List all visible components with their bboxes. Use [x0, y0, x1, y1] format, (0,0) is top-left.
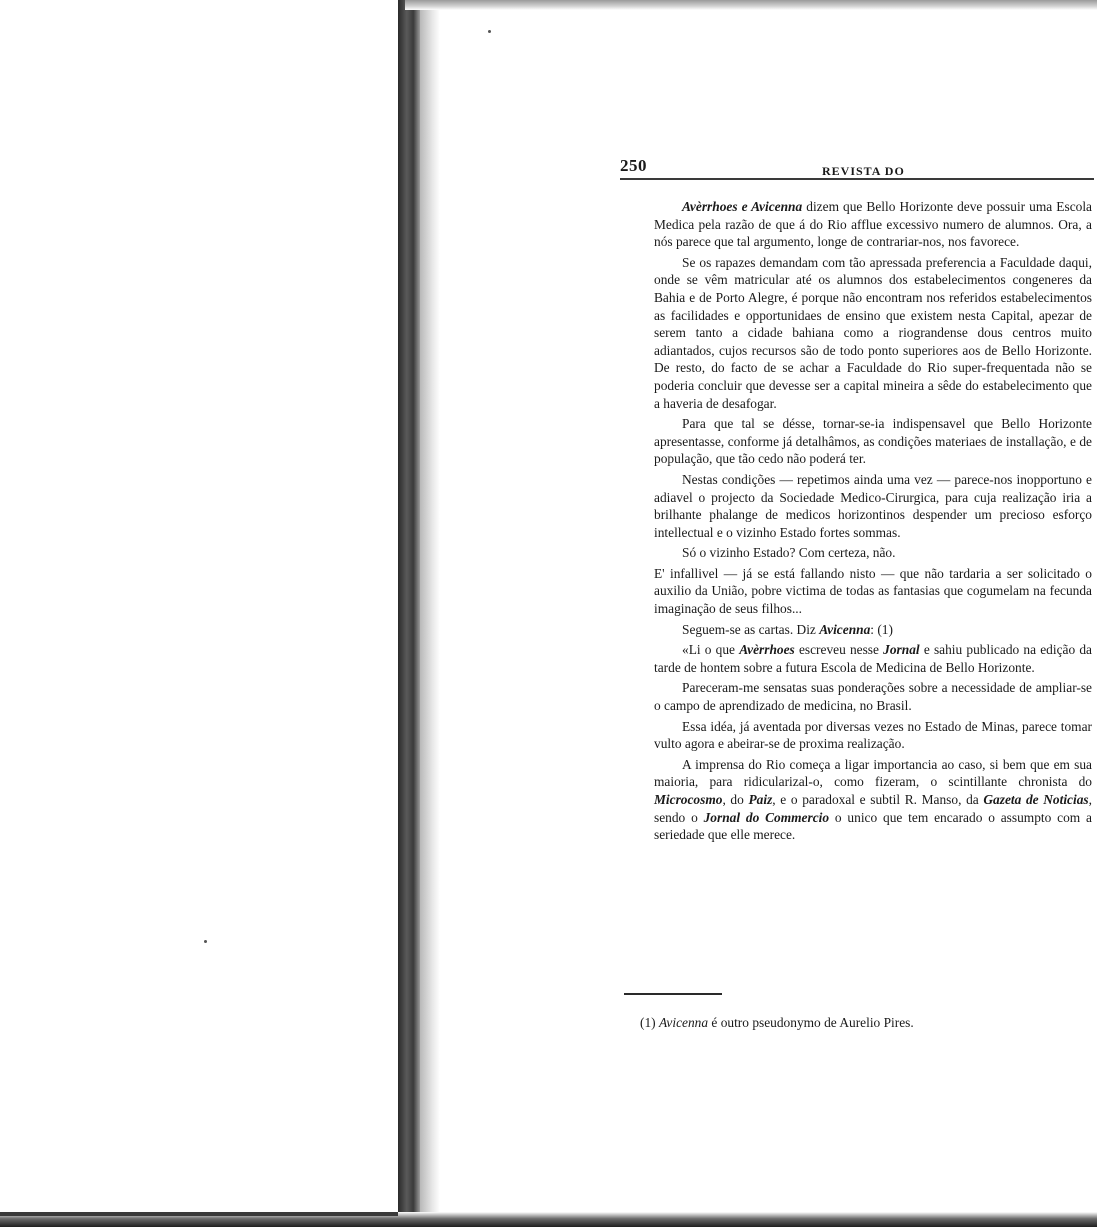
- text-run: , e o paradoxal e subtil R. Manso, da: [772, 792, 984, 807]
- text-run: Essa idéa, já aventada por diversas vezes no Estado de Minas, parece tomar vulto agora e abeirar-se de proxima realização.: [654, 718, 1092, 752]
- footnote-marker: (1): [640, 1015, 656, 1030]
- text-run: Se os rapazes demandam com tão apressada preferencia a Faculdade daqui, onde se vêm matricular até os alumnos dos estabelecimentos congeneres da Bahia e de Porto Alegre, é porque não encontram nos referidos estabelecimentos as facilidades e opportunidaes de ensino que existem nesta Capital, apezar de serem tanto a cidade bahiana como a riograndense dous centros muito adiantados, cujos recursos são de todo ponto superiores aos de Bello Horizonte. De resto, do facto de se achar a Faculdade do Rio super-frequentada não se poderia concluir que devesse ser a capital mineira a sêde do estabelecimento que a haveria de desafogar.: [654, 254, 1092, 411]
- text-run: Seguem-se as cartas. Diz: [682, 621, 820, 637]
- italic-term: e: [737, 199, 752, 214]
- italic-term: Avèrrhoes: [739, 642, 795, 658]
- top-edge-shadow: [405, 0, 1097, 10]
- paragraph: [654, 544, 1092, 562]
- left-page-edge: [0, 1212, 398, 1216]
- scan-speck: [204, 940, 207, 943]
- body-text: [654, 198, 1092, 844]
- text-run: : (1): [870, 621, 893, 637]
- paragraph: [654, 679, 1092, 714]
- text-run: , do: [722, 792, 749, 807]
- text-run: o unico que tem encarado o assumpto com a seriedade que elle merece.: [654, 809, 1092, 843]
- italic-term: Paiz: [748, 792, 773, 807]
- footnote-rule: [624, 993, 722, 995]
- italic-term: Microcosmo: [654, 792, 723, 807]
- running-head: REVISTA DO: [822, 164, 905, 178]
- paragraph: [654, 254, 1092, 412]
- paragraph: [654, 718, 1092, 753]
- paragraph: [654, 471, 1092, 541]
- footnote: [640, 1014, 1080, 1031]
- text-run: Nestas condições — repetimos ainda uma vez — parece-nos inopportuno e adiavel o projecto da Sociedade Medico-Cirurgica, para cuja realização iria a brilhante phalange de medicos horizontinos despender um precioso esforço intellectual e o vizinho Estado fortes sommas.: [654, 471, 1092, 540]
- paragraph: [654, 756, 1092, 844]
- book-binding-shadow: [398, 0, 420, 1227]
- paragraph: [654, 415, 1092, 468]
- italic-term: Gazeta de Noticias: [983, 792, 1089, 807]
- text-run: Pareceram-me sensatas suas ponderações sobre a necessidade de ampliar-se o campo de aprendizado de medicina, no Brasil.: [654, 680, 1092, 714]
- text-run: e sahiu publicado na edição da tarde de hontem sobre a futura Escola de Medicina de Bello Horizonte.: [654, 642, 1092, 675]
- italic-term: Jornal: [883, 642, 920, 658]
- footnote-text: é outro pseudonymo de Aurelio Pires.: [708, 1015, 914, 1030]
- header-rule: [620, 178, 1094, 180]
- paragraph: [654, 565, 1092, 618]
- text-run: escreveu nesse: [794, 642, 884, 658]
- paragraph: [654, 641, 1092, 676]
- italic-term: Jornal do Commercio: [703, 809, 830, 825]
- paragraph: [654, 198, 1092, 251]
- scan-speck: [488, 30, 491, 33]
- text-run: «Li o que: [682, 642, 740, 658]
- italic-term: Avèrrhoes: [682, 199, 738, 214]
- text-run: dizem que Bello Horizonte deve possuir uma Escola Medica pela razão de que á do Rio afflue excessivo numero de alumnos. Ora, a nós parece que tal argumento, longe de contrariar-nos, nos favorece.: [654, 199, 1092, 250]
- italic-term: Avicenna: [819, 621, 871, 637]
- binding-fade: [420, 0, 440, 1227]
- page-number: 250: [620, 156, 647, 175]
- footnote-term: Avicenna: [658, 1015, 709, 1030]
- text-run: Só o vizinho Estado? Com certeza, não.: [682, 545, 896, 561]
- text-run: , sendo o: [654, 792, 1092, 825]
- paragraph: [654, 621, 1092, 639]
- text-run: Para que tal se désse, tornar-se-ia indispensavel que Bello Horizonte apresentasse, conforme já detalhâmos, as condições materiaes de installação, e de população, que tão cedo não poderá ter.: [654, 416, 1092, 467]
- italic-term: Avicenna: [751, 199, 803, 214]
- text-run: A imprensa do Rio começa a ligar importancia ao caso, si bem que em sua maioria, para ridicularizal-o, como fizeram, o scintillante chronista do: [654, 756, 1092, 790]
- text-run: E' infallivel — já se está fallando nisto — que não tardaria a ser solicitado o auxilio da União, pobre victima de todas as fantasias que cogumelam na fecunda imaginação de seus filhos...: [654, 565, 1092, 617]
